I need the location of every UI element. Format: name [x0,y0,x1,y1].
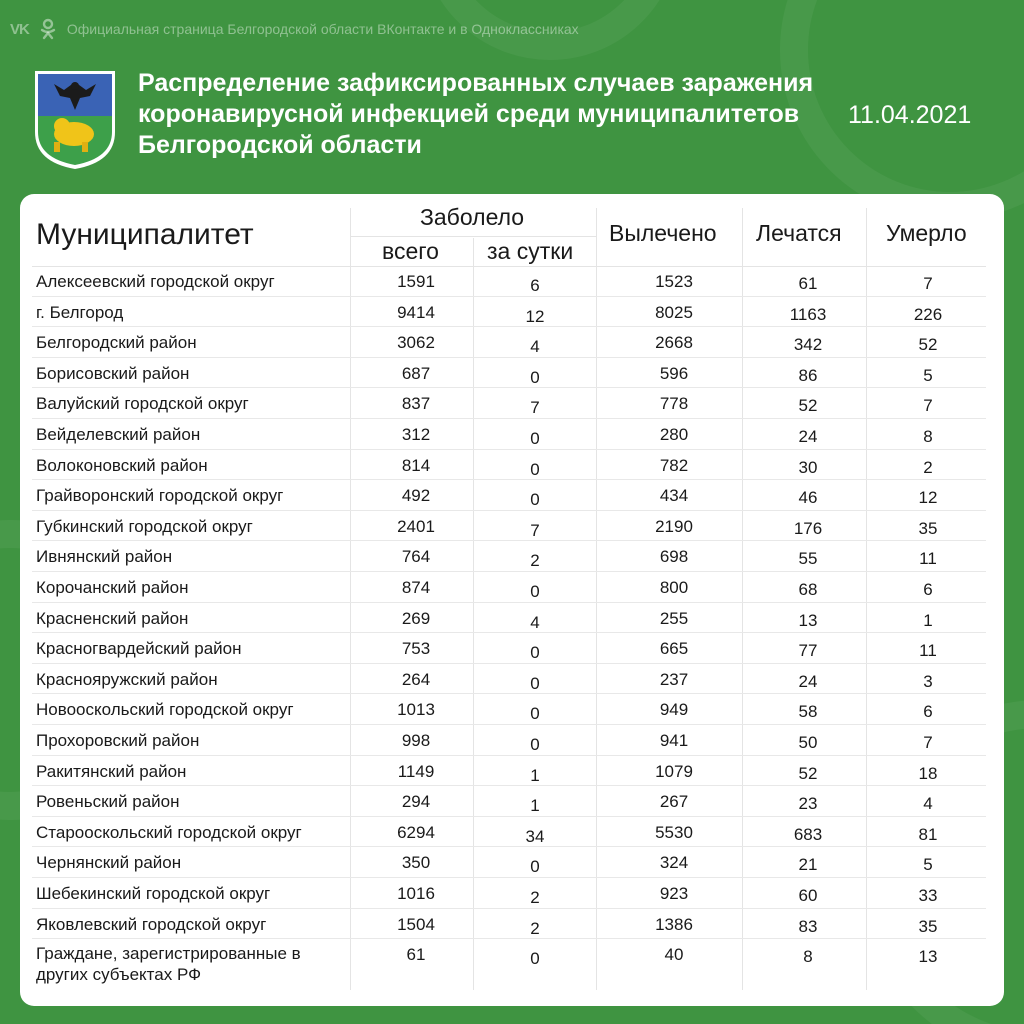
header-total: всего [382,238,439,264]
recovered-count: 949 [659,700,689,720]
total-cases: 61 [406,945,426,965]
daily-cases: 2 [530,888,540,907]
treated-count: 60 [798,886,818,905]
recovered-count: 324 [659,853,689,873]
municipality-name: Ровеньский район [36,792,180,812]
total-cases: 764 [401,547,431,567]
recovered-count: 923 [659,884,689,903]
died-count: 81 [918,824,938,844]
municipality-name: Вейделевский район [36,425,201,444]
treated-count: 21 [798,855,818,875]
died-count: 2 [923,457,933,477]
header-died: Умерло [886,220,967,246]
daily-cases: 0 [530,582,540,601]
municipality-name: Прохоровский район [36,731,200,750]
died-count: 8 [923,427,933,446]
treated-count: 77 [798,641,818,661]
municipality-name: Шебекинский городской округ [36,884,271,903]
municipality-name: Алексеевский городской округ [36,272,275,291]
treated-count: 52 [798,763,818,783]
treated-count: 24 [798,427,818,446]
municipality-name: Чернянский район [36,853,182,873]
treated-count: 1163 [789,304,827,324]
recovered-count: 782 [659,455,689,475]
treated-count: 342 [793,335,823,355]
table-row [20,388,1004,419]
daily-cases: 0 [530,490,540,510]
header-treated: Лечатся [756,220,842,246]
table-row [20,266,1004,297]
total-cases: 814 [401,455,431,475]
treated-count: 86 [798,365,818,385]
treated-count: 52 [798,396,818,416]
table-row [20,358,1004,389]
died-count: 35 [918,518,938,538]
total-cases: 1013 [397,700,435,720]
died-count: 7 [923,396,933,416]
treated-count: 8 [803,947,813,967]
municipality-name: Новооскольский городской округ [36,700,294,720]
report-date: 11.04.2021 [848,101,972,129]
daily-cases: 0 [530,673,540,693]
recovered-count: 1523 [655,272,693,291]
recovered-count: 698 [659,547,689,567]
total-cases: 753 [401,639,431,659]
treated-count: 68 [798,580,818,599]
daily-cases: 7 [530,520,540,540]
recovered-count: 941 [659,731,689,750]
municipality-name: Ивнянский район [36,547,173,567]
municipality-name: Борисовский район [36,363,190,383]
died-count: 6 [923,580,933,599]
recovered-count: 434 [659,486,689,506]
total-cases: 312 [401,425,431,444]
daily-cases: 34 [525,826,545,846]
table-row [20,756,1004,787]
treated-count: 61 [798,274,818,293]
total-cases: 1591 [397,272,435,291]
total-cases: 2401 [397,516,435,536]
total-cases: 1016 [397,884,435,903]
recovered-count: 596 [659,363,689,383]
recovered-count: 778 [659,394,689,414]
total-cases: 269 [401,608,431,628]
died-count: 12 [918,488,938,508]
table-row [20,603,1004,634]
municipality-name: Старооскольский городской округ [36,822,302,842]
table-row [20,878,1004,909]
total-cases: 350 [401,853,431,873]
daily-cases: 2 [530,918,540,938]
total-cases: 837 [401,394,431,414]
daily-cases: 0 [530,459,540,479]
statistics-table [20,194,1004,1006]
recovered-count: 2190 [655,516,693,536]
table-row [20,694,1004,725]
died-count: 18 [918,763,938,783]
table-row [20,297,1004,328]
treated-count: 50 [798,733,818,752]
treated-count: 83 [798,916,818,936]
header-sick: Заболело [420,204,525,230]
daily-cases: 0 [530,643,540,663]
treated-count: 46 [798,488,818,508]
died-count: 226 [913,304,943,324]
total-cases: 6294 [397,822,435,842]
table-row [20,939,1004,985]
total-cases: 264 [401,669,431,689]
recovered-count: 280 [659,425,689,444]
daily-cases: 2 [530,551,540,571]
table-row [20,480,1004,511]
table-row [20,419,1004,450]
died-count: 11 [919,549,937,569]
table-row [20,664,1004,695]
table-row [20,450,1004,481]
total-cases: 9414 [397,302,435,322]
daily-cases: 4 [530,612,540,632]
recovered-count: 267 [659,792,689,812]
died-count: 7 [923,274,933,293]
died-count: 11 [919,641,937,661]
recovered-count: 8025 [655,302,693,322]
municipality-name: г. Белгород [36,302,124,322]
died-count: 13 [918,947,938,967]
daily-cases: 6 [530,276,540,295]
treated-count: 58 [798,702,818,722]
total-cases: 3062 [397,333,435,353]
died-count: 1 [923,610,933,630]
social-caption: Официальная страница Белгородской области ВКонтакте и в Одноклассниках [66,21,579,37]
died-count: 5 [923,855,933,875]
total-cases: 687 [401,363,431,383]
recovered-count: 237 [659,669,689,689]
total-cases: 874 [401,578,431,597]
died-count: 6 [923,702,933,722]
page-title: Распределение зафиксированных случаев заражения коронавирусной инфекцией среди муниципалитетов Белгородской области [138,69,814,159]
recovered-count: 1079 [655,761,693,781]
recovered-count: 1386 [655,914,693,934]
daily-cases: 1 [530,765,540,785]
total-cases: 1504 [397,914,435,934]
municipality-name: Валуйский городской округ [36,394,249,414]
municipality-name: Белгородский район [36,333,197,353]
treated-count: 683 [793,824,823,844]
recovered-count: 665 [659,639,689,659]
recovered-count: 800 [659,578,689,597]
died-count: 7 [923,733,933,752]
belgorod-coat-of-arms-icon [34,70,116,170]
recovered-count: 2668 [655,333,693,353]
table-row [20,541,1004,572]
treated-count: 176 [793,518,823,538]
treated-count: 24 [798,671,818,691]
odnoklassniki-icon[interactable] [39,18,57,40]
table-row [20,817,1004,848]
municipality-name: Губкинский городской округ [36,516,253,536]
table-row [20,511,1004,542]
died-count: 3 [923,671,933,691]
daily-cases: 4 [530,337,540,357]
daily-cases: 0 [530,735,540,754]
table-row [20,847,1004,878]
municipality-name: Яковлевский городской округ [36,914,267,934]
died-count: 5 [923,365,933,385]
daily-cases: 0 [530,704,540,724]
municipality-name: Волоконовский район [36,455,208,475]
daily-cases: 0 [530,367,540,387]
daily-cases: 12 [525,306,545,326]
municipality-name: Корочанский район [36,578,189,597]
daily-cases: 0 [530,429,540,448]
died-count: 4 [923,794,933,814]
treated-count: 13 [798,610,818,630]
municipality-name: Ракитянский район [36,761,187,781]
daily-cases: 0 [530,857,540,877]
social-bar [10,14,579,44]
header-divider [350,236,596,237]
table-row [20,572,1004,603]
total-cases: 294 [401,792,431,812]
died-count: 35 [918,916,938,936]
recovered-count: 5530 [655,822,693,842]
treated-count: 55 [798,549,818,569]
recovered-count: 40 [664,945,684,965]
died-count: 33 [918,886,938,905]
table-row [20,725,1004,756]
treated-count: 30 [798,457,818,477]
daily-cases: 0 [530,949,540,969]
total-cases: 1149 [397,761,435,781]
daily-cases: 7 [530,398,540,418]
treated-count: 23 [798,794,818,814]
header-recovered: Вылечено [609,220,717,246]
recovered-count: 255 [659,608,689,628]
municipality-name: Граждане, зарегистрированные в других субъектах РФ [36,944,301,985]
municipality-name: Красненский район [36,608,189,628]
municipality-name: Красногвардейский район [36,639,242,659]
total-cases: 492 [401,486,431,506]
municipality-name: Краснояружский район [36,669,218,689]
total-cases: 998 [401,731,431,750]
table-row [20,909,1004,940]
vk-icon[interactable]: VK [10,20,29,38]
municipality-name: Грайворонский городской округ [36,486,284,506]
died-count: 52 [918,335,938,355]
table-row [20,633,1004,664]
table-row [20,327,1004,358]
header-per-day: за сутки [487,238,574,264]
header-municipality: Муниципалитет [36,218,254,251]
daily-cases: 1 [530,796,540,816]
table-row [20,786,1004,817]
